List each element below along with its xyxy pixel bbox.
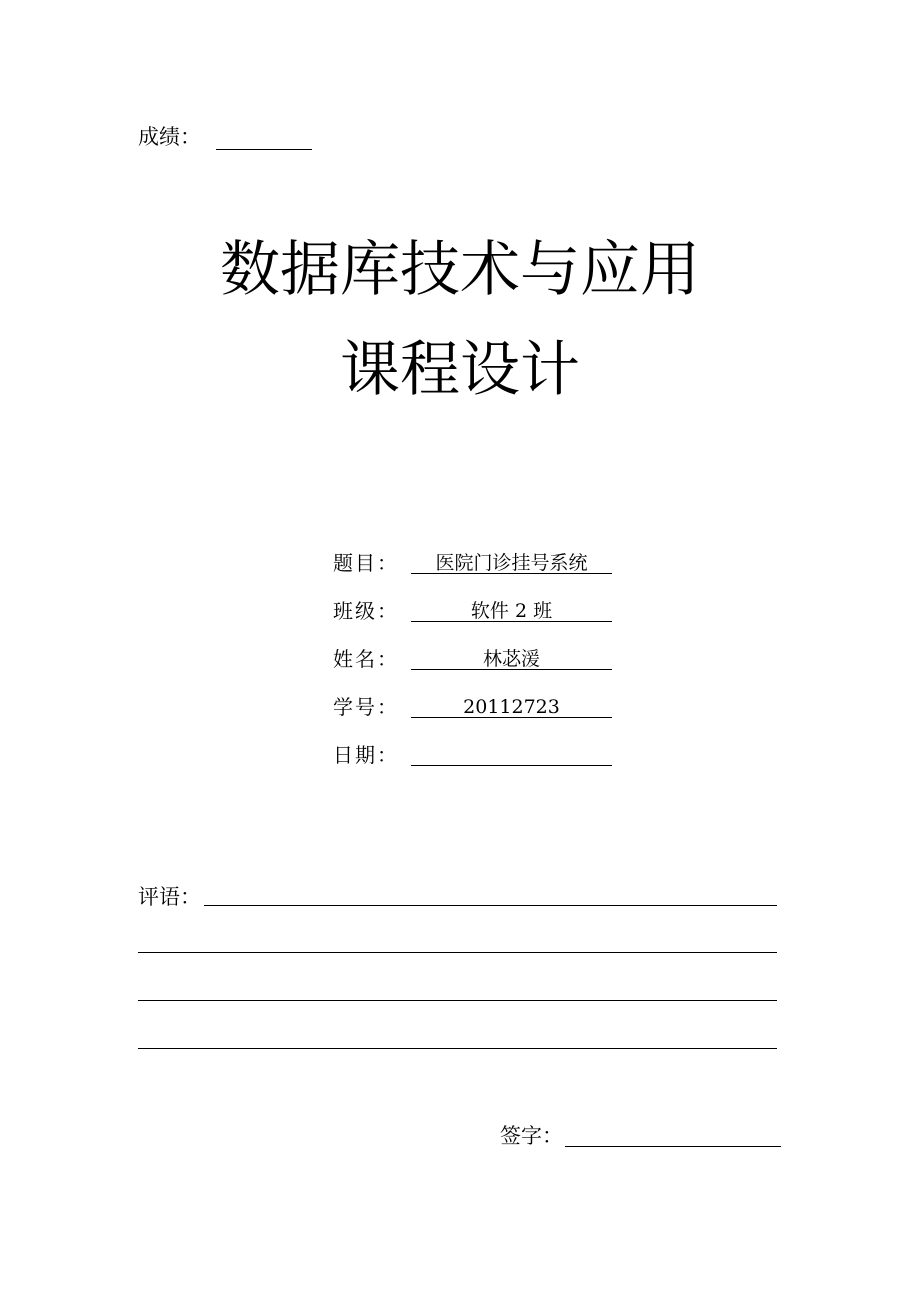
topic-underline bbox=[411, 573, 612, 574]
date-underline bbox=[411, 765, 612, 766]
score-label: 成绩： bbox=[138, 125, 201, 149]
comment-label: 评语： bbox=[138, 885, 201, 909]
class-label: 班级： bbox=[333, 599, 399, 623]
student-id-underline bbox=[411, 717, 612, 718]
comment-line-1 bbox=[204, 905, 777, 906]
score-blank-line bbox=[216, 149, 312, 150]
comment-line-3 bbox=[138, 1000, 777, 1001]
signature-label: 签字： bbox=[500, 1124, 563, 1148]
student-id-label: 学号： bbox=[333, 695, 399, 719]
class-underline bbox=[411, 621, 612, 622]
signature-blank-line bbox=[565, 1146, 781, 1147]
name-underline bbox=[411, 669, 612, 670]
student-id-value: 20112723 bbox=[463, 696, 560, 718]
course-title: 数据库技术与应用 bbox=[220, 235, 700, 305]
comment-line-4 bbox=[138, 1048, 777, 1049]
name-value: 林苾湲 bbox=[482, 648, 540, 670]
date-label: 日期： bbox=[333, 743, 399, 767]
class-value: 软件 2 班 bbox=[470, 600, 553, 622]
topic-value: 医院门诊挂号系统 bbox=[435, 552, 588, 574]
topic-label: 题目： bbox=[333, 551, 399, 575]
course-subtitle: 课程设计 bbox=[340, 335, 580, 405]
name-label: 姓名： bbox=[333, 647, 399, 671]
comment-line-2 bbox=[138, 952, 777, 953]
